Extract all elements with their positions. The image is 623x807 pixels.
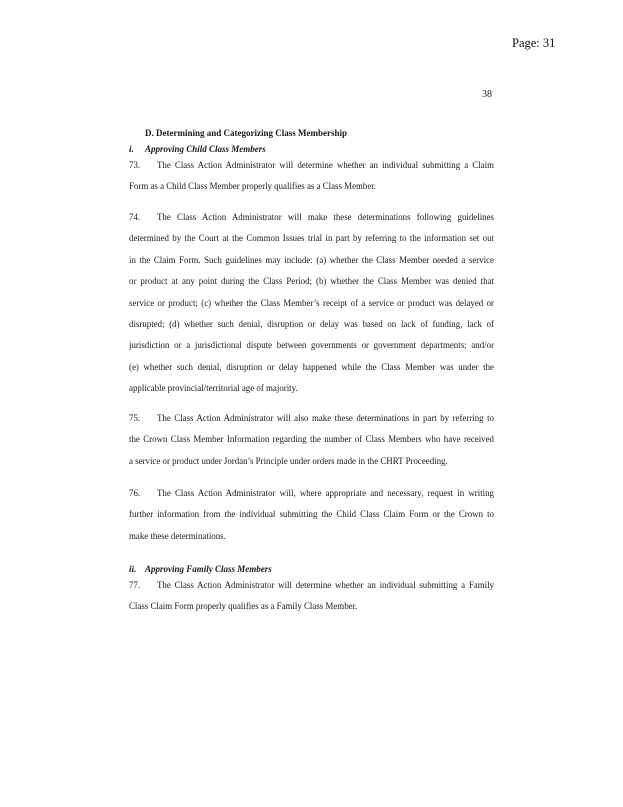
paragraph-line: make these determinations. — [129, 530, 226, 541]
paragraph-line — [129, 408, 494, 429]
paragraph-line: determined by the Court at the Common Issues trial in part by referring to the information set out — [129, 233, 494, 244]
subsection-number: ii. — [129, 564, 137, 574]
paragraph-line: in the Claim Form. Such guidelines may include: (a) whether the Class Member needed a service — [129, 254, 494, 265]
paragraph-73 — [129, 155, 494, 198]
paragraph-line: disrupted; (d) whether such denial, disruption or delay was based on lack of funding, lack of — [129, 318, 494, 329]
subsection-heading-child — [129, 144, 266, 154]
paragraph-number: 75. — [129, 413, 141, 423]
paragraph-number: 74. — [129, 212, 141, 222]
paragraph-line: Class Claim Form properly qualifies as a Family Class Member. — [129, 601, 358, 612]
paragraph-line: a service or product under Jordan’s Principle under orders made in the CHRT Proceeding. — [129, 455, 448, 466]
paragraph-76 — [129, 483, 494, 547]
paragraph-number: 73. — [129, 160, 141, 170]
line-text: The Class Action Administrator will make these determinations following guidelines — [157, 212, 494, 222]
paragraph-75 — [129, 408, 494, 472]
subsection-title: Approving Family Class Members — [145, 564, 272, 574]
paragraph-line: (e) whether such denial, disruption or delay happened while the Class Member was under the — [129, 361, 494, 372]
subsection-title: Approving Child Class Members — [145, 144, 266, 154]
paragraph-line: or product at any point during the Class Period; (b) whether the Class Member was denied that — [129, 276, 494, 287]
paragraph-number: 76. — [129, 488, 141, 498]
paragraph-line: applicable provincial/territorial age of majority. — [129, 383, 298, 394]
paragraph-74 — [129, 207, 494, 400]
paragraph-line — [129, 575, 494, 596]
paragraph-line — [129, 483, 494, 504]
line-text: The Class Action Administrator will determine whether an individual submitting a Claim — [157, 160, 494, 170]
line-text: The Class Action Administrator will determine whether an individual submitting a Family — [157, 580, 494, 590]
paragraph-line: jurisdiction or a jurisdictional dispute between governments or government departments; and/or — [129, 340, 494, 351]
paragraph-line: the Crown Class Member Information regarding the number of Class Members who have received — [129, 434, 494, 445]
paragraph-line — [129, 155, 494, 176]
paragraph-line: further information from the individual submitting the Child Class Claim Form or the Crown to — [129, 509, 494, 520]
paragraph-77 — [129, 575, 494, 618]
line-text: The Class Action Administrator will also make these determinations in part by referring to — [157, 413, 494, 423]
page-number: 38 — [482, 89, 492, 100]
subsection-number: i. — [129, 144, 134, 154]
paragraph-line: service or product; (c) whether the Class Member’s receipt of a service or product was delayed or — [129, 297, 494, 308]
paragraph-number: 77. — [129, 580, 141, 590]
subsection-heading-family — [129, 564, 272, 574]
section-heading: D. Determining and Categorizing Class Membership — [145, 128, 347, 138]
paragraph-line — [129, 207, 494, 228]
paragraph-line: Form as a Child Class Member properly qualifies as a Class Member. — [129, 181, 376, 192]
page-label: Page: 31 — [512, 36, 556, 50]
line-text: The Class Action Administrator will, where appropriate and necessary, request in writing — [157, 488, 494, 498]
